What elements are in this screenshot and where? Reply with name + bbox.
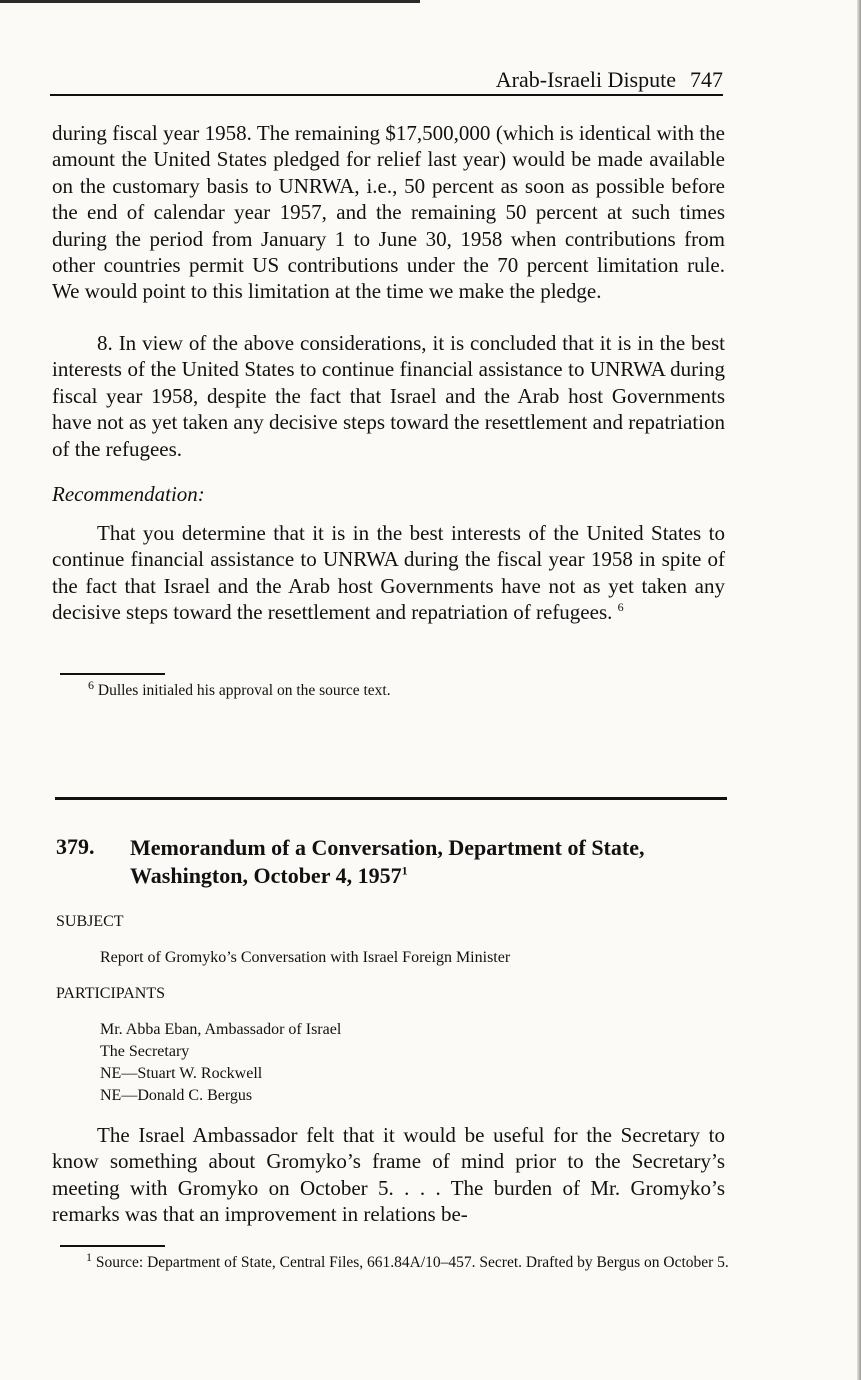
footnote-ref-1[interactable]: 1 (401, 863, 408, 878)
subject-label: SUBJECT (56, 913, 124, 930)
participant: NE—Stuart W. Rockwell (100, 1065, 263, 1082)
participants-label: PARTICIPANTS (56, 985, 166, 1002)
participant: NE—Donald C. Bergus (100, 1087, 253, 1104)
footnote-rule (60, 673, 165, 675)
footnote-1 (60, 1249, 730, 1273)
document-number: 379. (56, 834, 95, 859)
paragraph-continued: during fiscal year 1958. The remaining $17,500,000 (which is identical with the amount the United States pledged for relief last year) would be made available on the customary basis to UNRWA, i.e., 50 percent as soon as possible before the end of calendar year 1957, and the remaining 50 percent at such times during the period from January 1 to June 30, 1958 when contributions from other countries permit US contributions under the 70 percent limitation rule. We would point to this limitation at the time we make the pledge. (52, 121, 725, 304)
subject-text: Report of Gromyko’s Conversation with Israel Foreign Minister (100, 949, 511, 966)
document-title-text: Memorandum of a Conversation, Department of State, Washington, October 4, 1957 (130, 835, 645, 888)
footnote-1-marker: 1 (86, 1249, 92, 1264)
section-divider (55, 797, 727, 800)
recommendation-body: That you determine that it is in the best interests of the United States to continue financial assistance to UNRWA during the fiscal year 1958 in spite of the fact that Israel and the Arab host Governments have not as yet taken any decisive steps toward the resettlement and repatriation of refugees. (52, 521, 725, 625)
scan-edge-right (857, 0, 861, 1380)
participant: Mr. Abba Eban, Ambassador of Israel (100, 1021, 342, 1038)
footnote-6-marker: 6 (88, 677, 94, 692)
footnote-6 (88, 677, 391, 701)
footnote-6-text: Dulles initialed his approval on the source text. (97, 682, 391, 699)
participants-list (100, 1019, 341, 1107)
footnote-rule (60, 1245, 165, 1247)
opening-paragraph: The Israel Ambassador felt that it would be useful for the Secretary to know something about Gromyko’s frame of mind prior to the Secretary’s meeting with Gromyko on October 5. . . . The burden of Mr. Gromyko’s remarks was that an improvement in relations be- (52, 1123, 725, 1227)
running-title (496, 67, 723, 93)
running-header (50, 64, 723, 96)
paragraph-8: 8. In view of the above considerations, it is concluded that it is in the best interests of the United States to continue financial assistance to UNRWA during fiscal year 1958, despite the fact that Israel and the Arab host Governments have not as yet taken any decisive steps toward the resettlement and repatriation of the refugees. (52, 331, 725, 461)
footnote-ref-6[interactable]: 6 (617, 600, 624, 615)
recommendation-text (52, 520, 725, 626)
footnote-1-text: Source: Department of State, Central Files, 661.84A/10–457. Secret. Drafted by Bergus on October 5. (95, 1254, 729, 1271)
recommendation-heading: Recommendation: (52, 482, 205, 506)
scan-edge-top (0, 0, 420, 3)
page-number: 747 (690, 67, 723, 92)
document-title (130, 834, 730, 890)
running-title-text: Arab-Israeli Dispute (495, 67, 676, 92)
participant: The Secretary (100, 1043, 190, 1060)
